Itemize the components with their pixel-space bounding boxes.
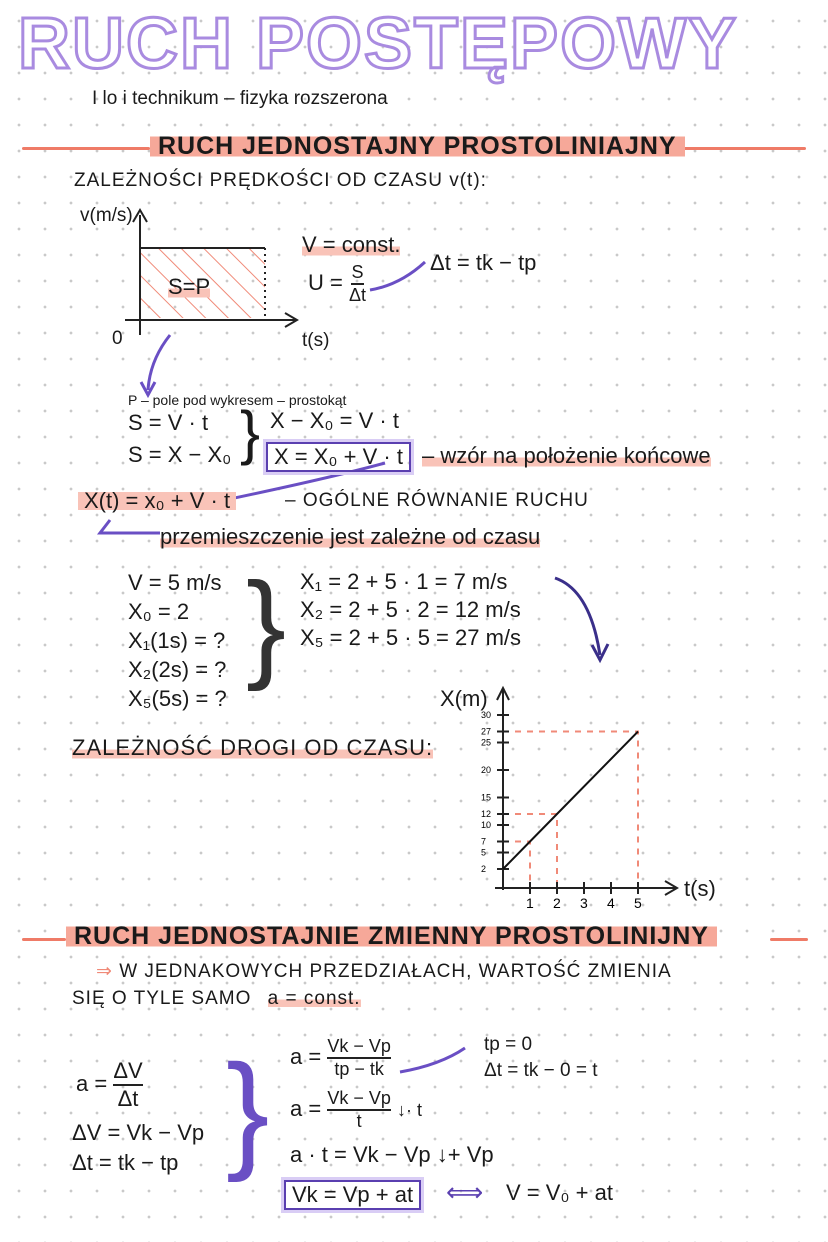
solution-item: X₁ = 2 + 5 · 1 = 7 m/s	[300, 569, 508, 594]
page-title: RUCH POSTĘPOWY	[18, 4, 739, 84]
numerator: ΔV	[113, 1058, 142, 1086]
y-tick-label: 27	[481, 726, 492, 737]
area-note: P – pole pod wykresem – prostokąt	[128, 392, 347, 408]
arrow-icon	[400, 1048, 465, 1072]
divider	[22, 938, 66, 941]
numerator: S	[351, 262, 363, 285]
final-position-note: – wzór na położenie końcowe	[422, 443, 711, 468]
delta-v: ΔV = Vk − Vp	[72, 1120, 205, 1145]
lhs: a =	[76, 1070, 108, 1096]
a-const: a = const.	[267, 988, 361, 1009]
denominator: Δt	[117, 1086, 139, 1111]
arrow-icon	[370, 262, 425, 290]
a-formula-3: a · t = Vk − Vp ↓+ Vp	[290, 1142, 494, 1167]
arrow-icon	[555, 578, 600, 655]
fraction	[113, 1058, 142, 1112]
given-item: X₂(2s) = ?	[128, 657, 227, 682]
v-const: V = const.	[302, 232, 401, 257]
x-tick-label: 2	[553, 895, 561, 911]
numerator: Vk − Vp	[327, 1088, 391, 1111]
x-tick-label: 3	[580, 895, 588, 911]
vt-graph	[125, 210, 297, 335]
y-tick-label: 25	[481, 737, 492, 748]
solution-item: X₂ = 2 + 5 · 2 = 12 m/s	[300, 597, 521, 622]
y-tick-label: 20	[481, 765, 492, 775]
description-text: SIĘ O TYLE SAMO	[72, 988, 252, 1009]
x-tick-label: 1	[526, 895, 534, 911]
section-heading-uniform: RUCH JEDNOSTAJNY PROSTOLINIAJNY	[150, 132, 685, 161]
solutions	[300, 568, 521, 652]
given-item: X₁(1s) = ?	[128, 628, 226, 653]
divider	[770, 938, 808, 941]
velocity-final: V = V₀ + at	[506, 1180, 613, 1205]
delta-t-zero: Δt = tk − 0 = t	[484, 1060, 598, 1081]
distance-heading: ZALEŻNOŚĆ DROGI OD CZASU:	[72, 735, 434, 760]
chart-x-label: t(s)	[684, 876, 716, 901]
delta-t-formula: Δt = tk − tp	[430, 250, 537, 275]
lhs: a =	[290, 1043, 322, 1069]
arrow-icon	[148, 335, 170, 390]
area-label: S=P	[168, 274, 211, 299]
vt-origin: 0	[112, 328, 123, 349]
y-tick-label: 7	[481, 836, 487, 847]
denominator: tp − tk	[334, 1059, 384, 1079]
equivalence-icon: ⟺	[446, 1177, 484, 1207]
velocity-boxed: Vk = Vp + at	[284, 1180, 421, 1210]
series-line	[503, 732, 638, 870]
v-formula-lhs: U =	[308, 269, 343, 295]
y-tick-label: 10	[481, 820, 492, 830]
section-heading-variable: RUCH JEDNOSTAJNIE ZMIENNY PROSTOLINIJNY	[66, 922, 717, 951]
given-item: X₅(5s) = ?	[128, 686, 227, 711]
a-formula-1	[290, 1036, 391, 1080]
x-tick-label: 5	[634, 895, 642, 911]
arrow-icon	[100, 520, 160, 533]
tp-zero: tp = 0	[484, 1034, 533, 1055]
eq-final-position: X = X₀ + V · t	[266, 442, 411, 472]
y-tick-label: 12	[481, 809, 492, 819]
arrow-icon: ⇒	[96, 961, 113, 982]
denominator: Δt	[348, 285, 367, 305]
chart-y-label: X(m)	[440, 686, 488, 711]
general-equation: X(t) = x₀ + V · t	[78, 488, 236, 514]
vt-y-label: v(m/s)	[80, 205, 133, 226]
fraction	[327, 1036, 391, 1080]
x-tick-label: 4	[607, 895, 615, 911]
v-formula	[308, 262, 366, 306]
solution-item: X₅ = 2 + 5 · 5 = 27 m/s	[300, 625, 522, 650]
numerator: Vk − Vp	[327, 1036, 391, 1059]
given-item: V = 5 m/s	[128, 570, 222, 595]
brace: }	[226, 1037, 270, 1183]
xt-chart	[481, 688, 677, 911]
eq-s-vt: S = V · t	[128, 410, 209, 435]
description-line-1: W JEDNAKOWYCH PRZEDZIAŁACH, WARTOŚĆ ZMIENIA	[119, 961, 672, 982]
vt-x-label: t(s)	[302, 330, 330, 351]
y-tick-label: 5	[481, 847, 487, 858]
description-line-2	[72, 988, 361, 1010]
section2-description	[96, 960, 672, 983]
y-tick-label: 15	[481, 792, 492, 803]
fraction	[349, 262, 366, 306]
displacement-note: przemieszczenie jest zależne od czasu	[160, 524, 541, 549]
y-tick-label: 2	[481, 864, 487, 874]
denominator: t	[356, 1111, 362, 1131]
a-formula-2	[290, 1088, 422, 1132]
given-item: X₀ = 2	[128, 599, 190, 624]
given-values	[128, 568, 227, 713]
a-definition	[76, 1058, 143, 1112]
general-equation-note: – OGÓLNE RÓWNANIE RUCHU	[285, 490, 589, 511]
lhs: a =	[290, 1095, 322, 1121]
y-tick-label: 30	[481, 710, 492, 720]
brace: }	[240, 399, 261, 466]
subtitle: I lo i technikum – fizyka rozszerona	[92, 88, 388, 109]
operation: ↓· t	[397, 1099, 422, 1120]
delta-t: Δt = tk − tp	[72, 1150, 179, 1175]
eq-s-x: S = X − X₀	[128, 442, 232, 467]
eq-x-x0: X − X₀ = V · t	[270, 408, 399, 433]
velocity-heading: ZALEŻNOŚCI PRĘDKOŚCI OD CZASU v(t):	[74, 170, 487, 191]
guide-line	[503, 732, 638, 889]
fraction	[327, 1088, 391, 1132]
brace: }	[246, 558, 287, 692]
